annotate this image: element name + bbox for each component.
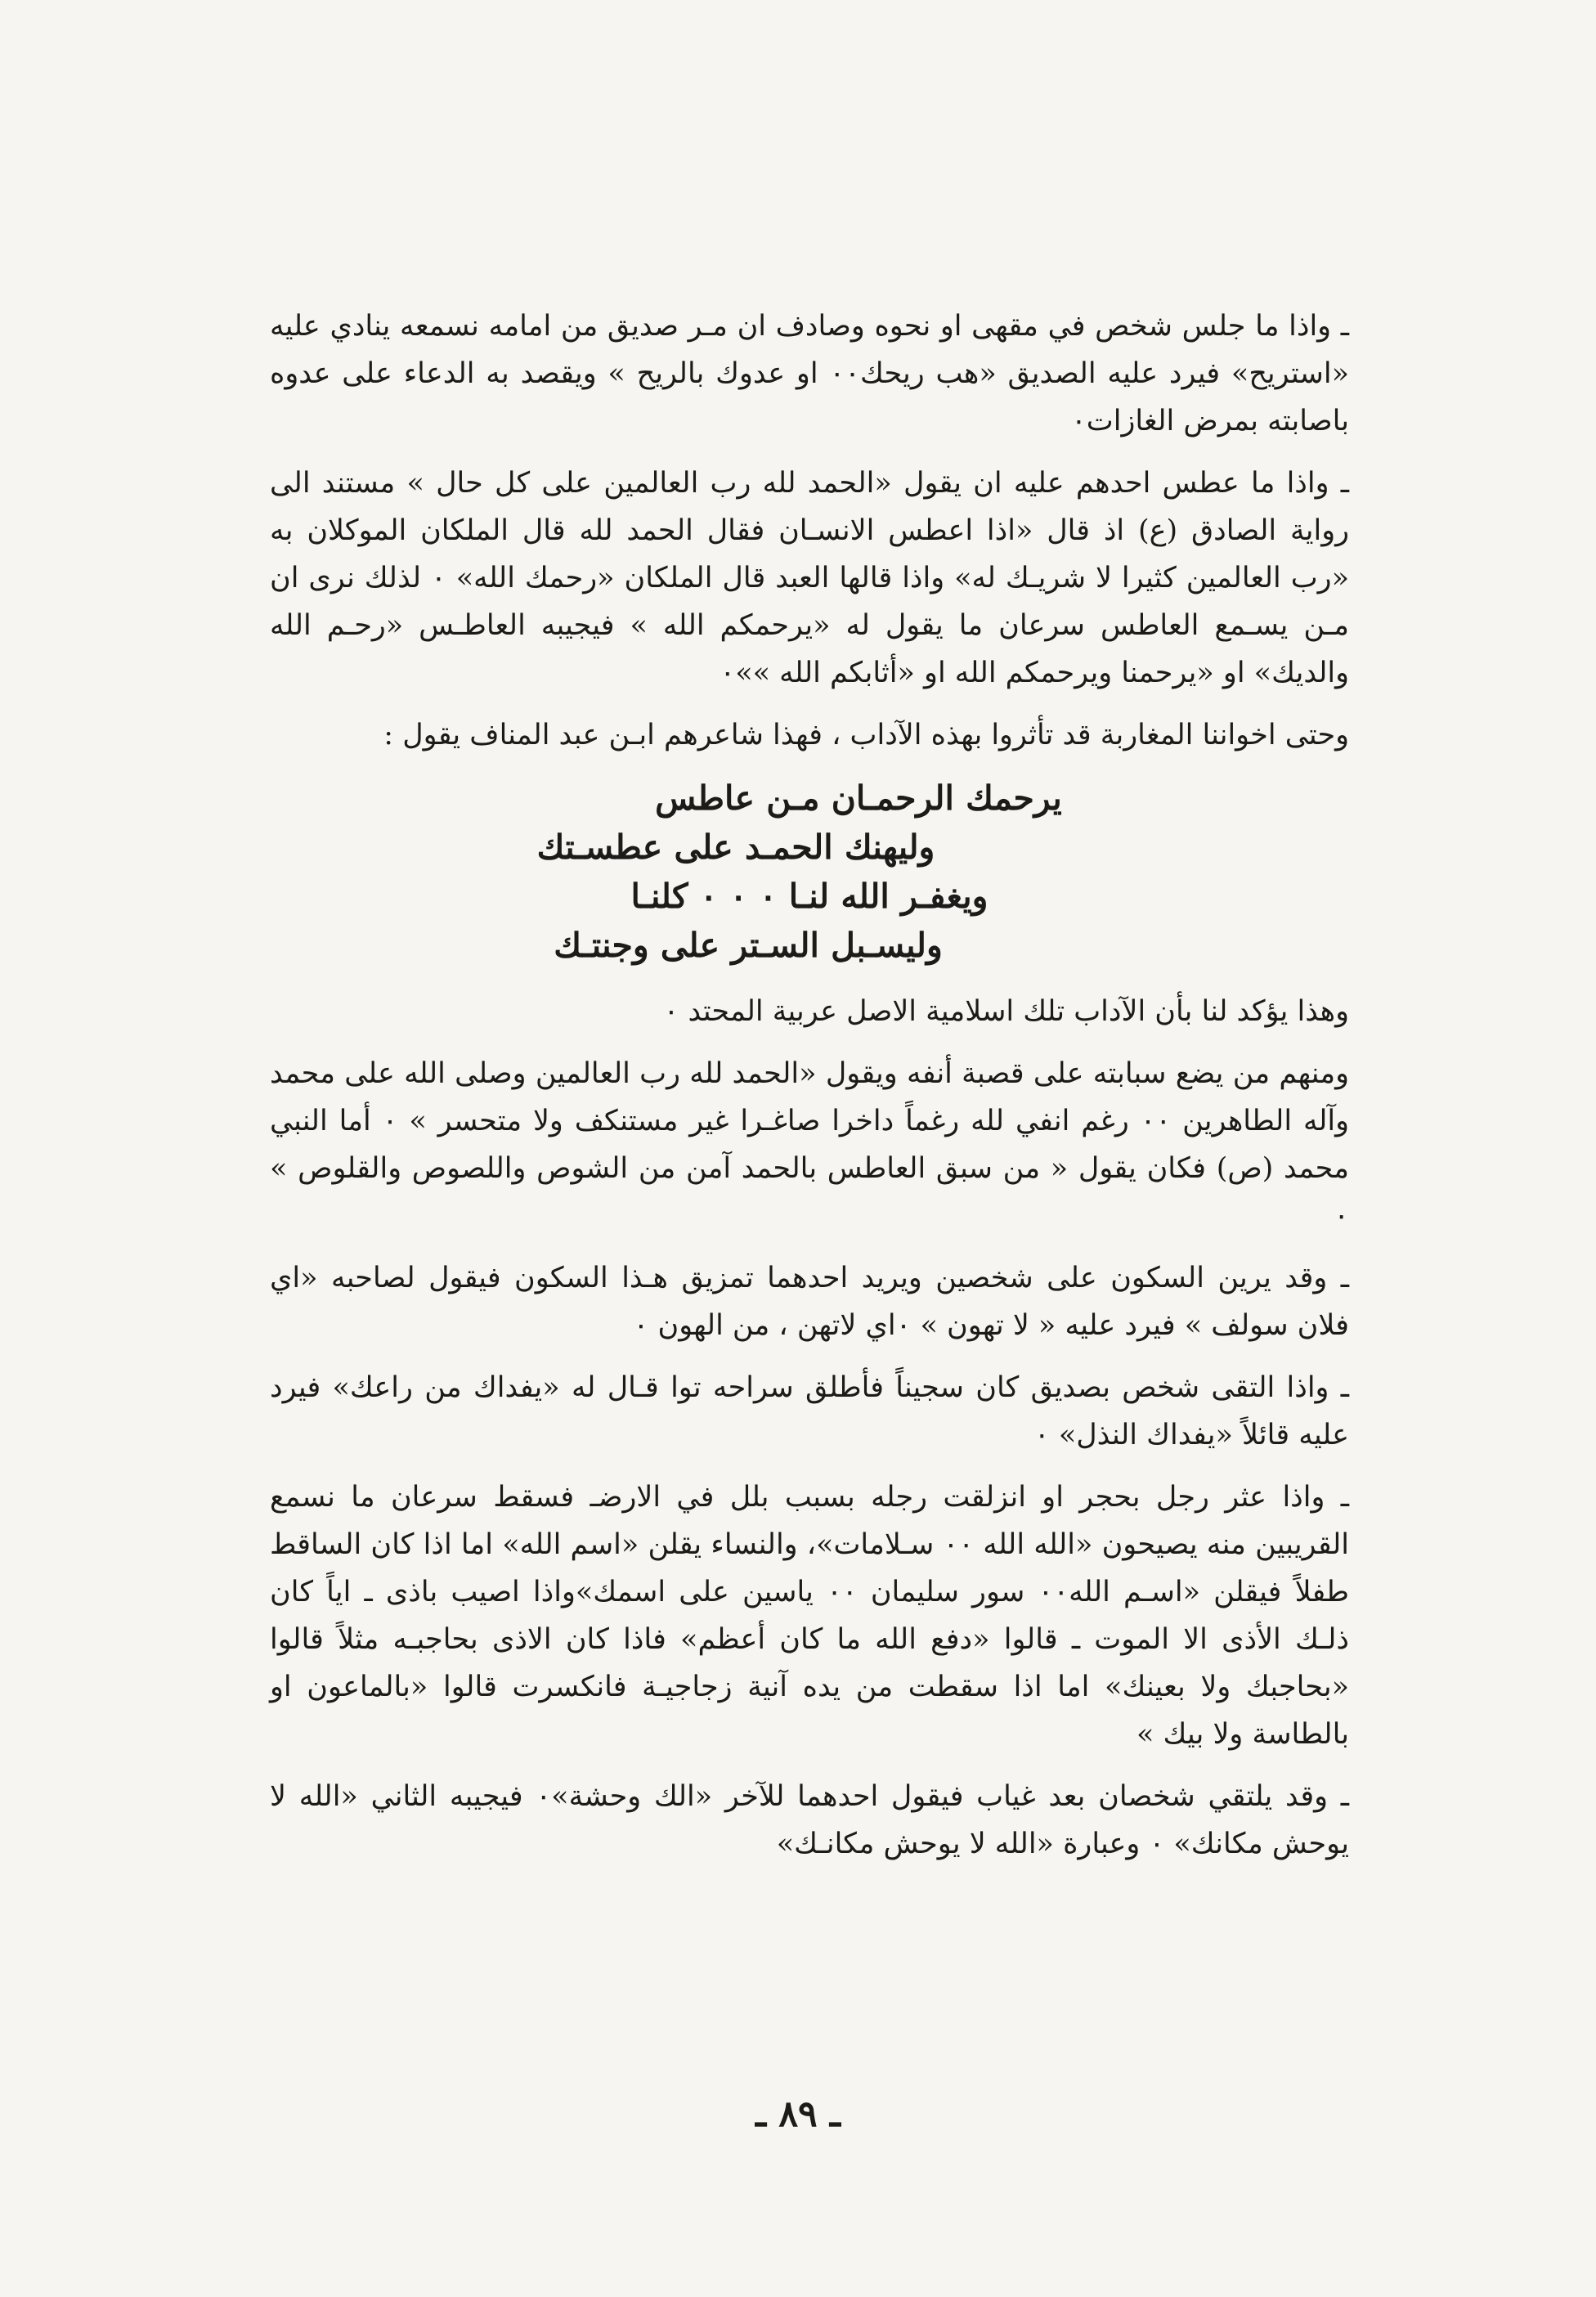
paragraph-cafe-greeting: ـ واذا ما جلس شخص في مقهى او نحوه وصادف ان مـر صديق من امامه نسمعه ينادي عليه «استريح» فيرد عليه الصديق «هب ريحك٠٠ او عدوك بالريح » ويقصد به الدعاء على عدوه باصابته بمرض الغازات٠: [270, 310, 1350, 437]
paragraph-stumble: ـ واذا عثر رجل بحجر او انزلقت رجله بسبب بلل في الارضـ فسقط سرعان ما نسمع القريبين منه يصيحون «الله الله ٠٠ سـلامات»، والنساء يقلن «اسم الله» اما اذا كان الساقط طفلاً فيقلن «اسـم الله٠٠ سور سليمان ٠٠ ياسين على اسمك»واذا اصيب باذى ـ اياً كان ذلـك الأذى الا الموت ـ قالوا «دفع الله ما كان أعظم» فاذا كان الاذى بحاجبـه مثلاً قالوا «بحاجبك ولا بعينك» اما اذا سقطت من يده آنية زجاجيـة فانكسرت قالوا «بالماعون او بالطاسة ولا بيك »: [270, 1481, 1350, 1751]
poem-verse: يرحمك الرحمـان مـن عاطس: [655, 778, 1062, 818]
page-body: [270, 303, 1349, 1882]
poem-verse: وليهنك الحمـد على عطسـتك: [536, 828, 935, 867]
paragraph-reunion: ـ وقد يلتقي شخصان بعد غياب فيقول احدهما للآخر «الك وحشة»٠ فيجيبه الثاني «الله لا يوحش مكانك» ٠ وعبارة «الله لا يوحش مكانـك»: [270, 1780, 1349, 1860]
poem: [270, 774, 1349, 970]
paragraph-prisoner: ـ واذا التقى شخص بصديق كان سجيناً فأطلق سراحه توا قـال له «يفداك من راعك» فيرد عليه قائلاً «يفداك النذل» ٠: [270, 1371, 1349, 1451]
paragraph-islamic-origin: وهذا يؤكد لنا بأن الآداب تلك اسلامية الاصل عربية المحتد ٠: [663, 995, 1349, 1028]
paragraph-silence: ـ وقد يرين السكون على شخصين ويريد احدهما تمزيق هـذا السكون فيقول لصاحبه «اي فلان سولف » فيرد عليه « لا تهون » ٠اي لاتهن ، من الهون ٠: [270, 1262, 1349, 1342]
poem-verse: ويغفـر الله لنـا ٠ ٠ ٠ كلنـا: [630, 877, 989, 916]
page-number: ـ ٨٩ ـ: [755, 2093, 841, 2135]
paragraph-sneeze: ـ واذا ما عطس احدهم عليه ان يقول «الحمد لله رب العالمين على كل حال » مستند الى رواية الصادق (ع) اذ قال «اذا اعطس الانسـان فقال الحمد لله قال الملكان الموكلان به «رب العالمين كثيرا لا شريـك له» واذا قالها العبد قال الملكان «رحمك الله» ٠ لذلك نرى ان مـن يسـمع العاطس سرعان ما يقول له «يرحمكم الله » فيجيبه العاطـس «رحـم الله والديك» او «يرحمنا ويرحمكم الله او «أثابكم الله »»٠: [270, 467, 1349, 689]
poem-verse: وليسـبل السـتر على وجنتـك: [554, 926, 943, 965]
paragraph-maghreb-poet: وحتى اخواننا المغاربة قد تأثروا بهذه الآداب ، فهذا شاعرهم ابـن عبد المناف يقول :: [383, 719, 1349, 751]
paragraph-nose-gesture: ومنهم من يضع سبابته على قصبة أنفه ويقول «الحمد لله رب العالمين وصلى الله على محمد وآله الطاهرين ٠٠ رغم انفي لله رغماً داخرا صاغـرا غير مستنكف ولا متحسر » ٠ أما النبي محمد (ص) فكان يقول « من سبق العاطس بالحمد آمن من الشوص واللصوص والقلوص » ٠: [270, 1057, 1349, 1232]
